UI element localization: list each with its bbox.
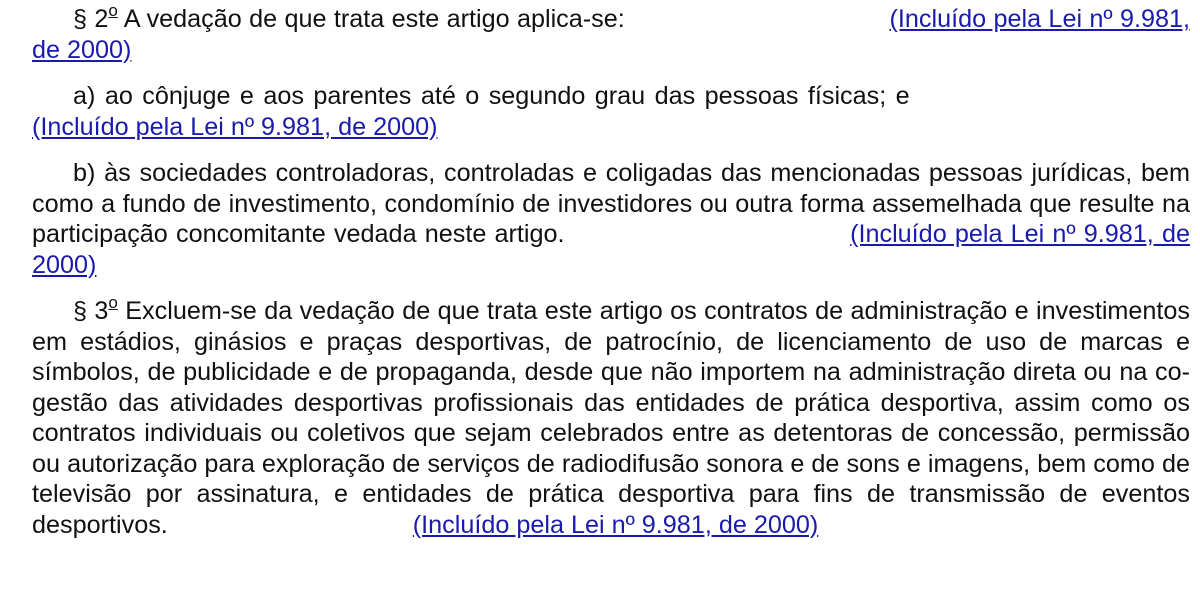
item-text: a) ao cônjuge e aos parentes até o segundo grau das pessoas físicas; e [73,82,910,110]
spacer [168,511,413,539]
item-a [32,81,1190,142]
paragraph-text: Excluem-se da vedação de que trata este artigo os contratos de administração e investimentos em estádios, ginásios e praças desportivas, de patrocínio, de licenciamento de uso de marcas e símbolos, de publicidade e de propaganda, desde que não importem na administração direta ou na co-gestão das atividades desportivas profissionais das entidades de prática desportiva, assim como os contratos individuais ou coletivos que sejam celebrados entre as detentoras de concessão, permissão ou autorização para exploração de serviços de radiodifusão sonora e de sons e imagens, bem como de televisão por assinatura, e entidades de prática desportiva para fins de transmissão de eventos desportivos. [32,297,1191,539]
paragraph-3 [32,293,1191,540]
spacer [565,220,851,248]
item-text: b) às sociedades controladoras, controladas e coligadas das mencionadas pessoas jurídicas, bem como a fundo de investimento, condomínio de investidores ou outra forma assemelhada que resulte na participação concomitante vedada neste artigo. [32,159,1190,248]
spacer [910,82,1190,110]
law-reference-link[interactable]: (Incluído pela Lei nº 9.981, de 2000) [32,220,1190,279]
spacer [625,5,890,33]
paragraph-2 [32,1,1190,65]
paragraph-text: A vedação de que trata este artigo aplica-se: [117,5,625,33]
item-b [32,158,1190,280]
ordinal-indicator: o [108,293,118,312]
law-reference-link[interactable]: (Incluído pela Lei nº 9.981, de 2000) [32,112,438,141]
law-reference-link[interactable]: (Incluído pela Lei nº 9.981, de 2000) [32,5,1190,64]
paragraph-number: § 3 [73,297,109,325]
law-text-page [32,1,1191,556]
ordinal-indicator: o [108,1,118,20]
law-reference-link[interactable]: (Incluído pela Lei nº 9.981, de 2000) [412,510,819,539]
paragraph-number: § 2 [73,5,109,33]
